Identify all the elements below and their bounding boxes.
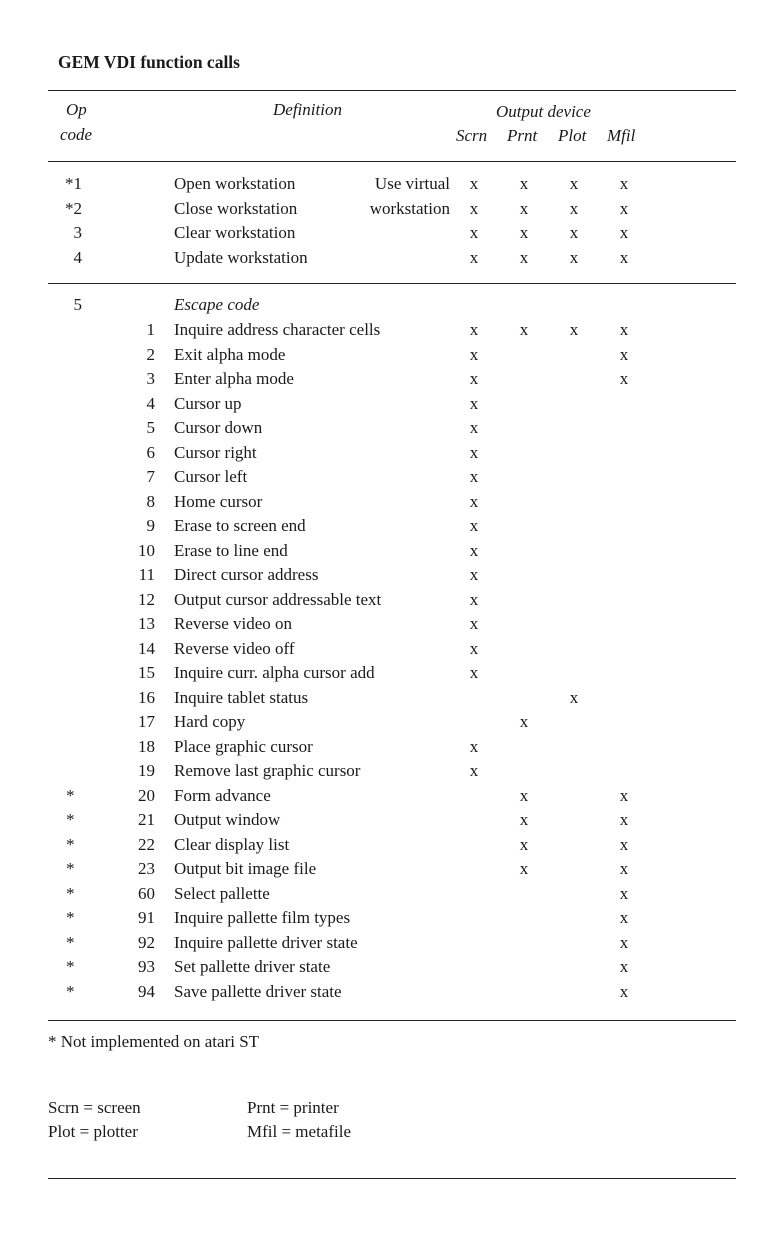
mark-scrn: x (469, 736, 479, 756)
function-name: Set pallette driver state (174, 957, 331, 976)
mark-mfil: x (619, 198, 629, 218)
function-name: Save pallette driver state (174, 981, 342, 1001)
sub-code: 15 (138, 663, 155, 682)
mark-scrn: x (469, 393, 479, 413)
table-row (0, 784, 759, 808)
function-name: Reverse video on (174, 614, 293, 633)
sub-code: 91 (138, 908, 155, 927)
mark-scrn: x (469, 638, 479, 658)
mark-prnt: x (519, 223, 529, 242)
op-header-line1: Op (66, 100, 87, 119)
function-name: Cursor left (174, 467, 248, 486)
header-bottom-rule (48, 161, 736, 162)
mark-prnt: x (519, 320, 529, 339)
table-row (0, 441, 759, 465)
function-name: Output cursor addressable text (174, 589, 382, 609)
table-row (0, 759, 759, 783)
mark-scrn: x (469, 565, 479, 584)
mark-scrn: x (469, 516, 479, 535)
table-row (0, 710, 759, 734)
sub-code: 22 (138, 834, 155, 854)
function-name: Cursor right (174, 442, 257, 462)
mark-plot: x (569, 223, 579, 242)
sub-code: 19 (138, 761, 155, 780)
escape-label: Escape code (174, 295, 260, 314)
not-implemented-star: * (66, 785, 75, 805)
mark-plot: x (569, 174, 579, 193)
sub-code: 21 (138, 810, 155, 829)
table-row (0, 882, 759, 906)
mark-scrn: x (469, 247, 479, 267)
mark-mfil: x (619, 810, 629, 829)
sub-code: 18 (138, 736, 155, 756)
sub-code: 11 (138, 565, 155, 584)
mark-mfil: x (619, 932, 629, 952)
table-row (0, 906, 759, 930)
function-name: Output bit image file (174, 859, 317, 878)
mark-prnt: x (519, 810, 529, 829)
table-bottom-rule (48, 1020, 736, 1021)
not-implemented-star: * (66, 834, 75, 854)
not-implemented-star: * (66, 908, 75, 927)
table-row (0, 318, 759, 342)
not-implemented-star: * (66, 810, 75, 829)
sub-code: 93 (138, 957, 155, 976)
table-row (0, 416, 759, 440)
sub-code: 16 (138, 687, 155, 707)
table-row (0, 661, 759, 685)
mark-mfil: x (619, 908, 629, 927)
mark-mfil: x (619, 981, 629, 1001)
function-name: Remove last graphic cursor (174, 761, 361, 780)
mark-scrn: x (469, 198, 479, 218)
function-name: Inquire tablet status (174, 687, 309, 707)
not-implemented-star: * (66, 932, 75, 952)
mark-prnt: x (519, 198, 529, 218)
legend-mfil: Mfil = metafile (247, 1122, 352, 1141)
mark-scrn: x (469, 663, 479, 682)
function-name: Form advance (174, 785, 271, 805)
mark-scrn: x (469, 614, 479, 633)
sub-code: 7 (146, 467, 155, 486)
mark-scrn: x (469, 344, 479, 364)
mark-scrn: x (469, 589, 479, 609)
sub-code: 13 (138, 614, 155, 633)
sub-code: 2 (146, 344, 155, 364)
mark-mfil: x (619, 369, 629, 388)
table-row (0, 980, 759, 1004)
op-code: 3 (73, 223, 82, 242)
function-name: Cursor up (174, 393, 242, 413)
mark-mfil: x (619, 834, 629, 854)
op-code: 4 (73, 247, 82, 267)
mark-scrn: x (469, 491, 479, 511)
function-name: Clear workstation (174, 223, 296, 242)
sub-code: 3 (146, 369, 155, 388)
mark-prnt: x (519, 174, 529, 193)
footnote: * Not implemented on atari ST (48, 1032, 260, 1051)
page-bottom-rule (48, 1178, 736, 1179)
table-row (0, 563, 759, 587)
virtual-note: Use virtual (374, 174, 450, 193)
function-name: Home cursor (174, 491, 263, 511)
legend-plot: Plot = plotter (48, 1122, 138, 1141)
mark-scrn: x (469, 223, 479, 242)
table-row (0, 637, 759, 661)
function-name: Exit alpha mode (174, 344, 286, 364)
sub-code: 1 (146, 320, 155, 339)
mark-scrn: x (469, 418, 479, 437)
table-row (0, 539, 759, 563)
device-header-plot: Plot (558, 126, 587, 145)
table-row (0, 808, 759, 832)
page-title: GEM VDI function calls (58, 52, 240, 72)
not-implemented-star: * (66, 981, 75, 1001)
mark-prnt: x (519, 785, 529, 805)
mark-scrn: x (469, 320, 479, 339)
function-name: Inquire address character cells (174, 320, 381, 339)
function-name: Clear display list (174, 834, 290, 854)
mark-mfil: x (619, 223, 629, 242)
table-row (0, 686, 759, 710)
mark-plot: x (569, 247, 579, 267)
table-row (0, 246, 759, 270)
mark-mfil: x (619, 957, 629, 976)
sub-code: 4 (146, 393, 155, 413)
mark-scrn: x (469, 540, 479, 560)
function-name: Inquire curr. alpha cursor add (174, 663, 375, 682)
device-header-scrn: Scrn (456, 126, 488, 145)
mark-plot: x (569, 687, 579, 707)
table-row (0, 392, 759, 416)
mark-scrn: x (469, 761, 479, 780)
legend-prnt: Prnt = printer (247, 1098, 339, 1117)
table-row (0, 833, 759, 857)
function-name: Select pallette (174, 883, 270, 903)
table-row (0, 343, 759, 367)
not-implemented-star: * (66, 957, 75, 976)
function-name: Update workstation (174, 247, 308, 267)
definition-header: Definition (273, 100, 342, 119)
device-header-prnt: Prnt (507, 126, 538, 145)
not-implemented-star: * (66, 883, 75, 903)
sub-code: 6 (146, 442, 155, 462)
mark-mfil: x (619, 247, 629, 267)
escape-row (0, 293, 759, 317)
function-name: Inquire pallette driver state (174, 932, 358, 952)
not-implemented-star: * (66, 859, 75, 878)
device-header-mfil: Mfil (607, 126, 636, 145)
op-code: *2 (65, 198, 82, 218)
mark-mfil: x (619, 344, 629, 364)
mark-prnt: x (519, 247, 529, 267)
table-row (0, 857, 759, 881)
table-row (0, 172, 759, 196)
mark-scrn: x (469, 369, 479, 388)
op-header-line2: code (60, 125, 93, 144)
legend-scrn: Scrn = screen (48, 1098, 141, 1117)
mark-mfil: x (619, 859, 629, 878)
mark-mfil: x (619, 785, 629, 805)
table-row (0, 465, 759, 489)
op-code: *1 (65, 174, 82, 193)
table-row (0, 955, 759, 979)
function-name: Inquire pallette film types (174, 908, 351, 927)
mark-prnt: x (519, 859, 529, 878)
table-row (0, 588, 759, 612)
mark-mfil: x (619, 320, 629, 339)
virtual-note: workstation (369, 198, 450, 218)
sub-code: 9 (146, 516, 155, 535)
function-name: Direct cursor address (174, 565, 319, 584)
table-row (0, 514, 759, 538)
mark-scrn: x (469, 467, 479, 486)
table-row (0, 735, 759, 759)
table-row (0, 221, 759, 245)
sub-code: 8 (146, 491, 155, 511)
escape-op-code: 5 (73, 295, 82, 314)
table-row (0, 931, 759, 955)
table-row (0, 197, 759, 221)
function-name: Erase to screen end (174, 516, 306, 535)
sub-code: 17 (138, 712, 155, 731)
output-device-header: Output device (496, 102, 591, 121)
function-name: Output window (174, 810, 281, 829)
table-row (0, 490, 759, 514)
function-name: Reverse video off (174, 638, 295, 658)
function-name: Open workstation (174, 174, 296, 193)
mark-scrn: x (469, 442, 479, 462)
function-name: Erase to line end (174, 540, 288, 560)
sub-code: 94 (138, 981, 155, 1001)
group-separator-rule (48, 283, 736, 284)
mark-mfil: x (619, 883, 629, 903)
sub-code: 23 (138, 859, 155, 878)
function-name: Hard copy (174, 712, 246, 731)
mark-prnt: x (519, 834, 529, 854)
sub-code: 10 (138, 540, 155, 560)
function-name: Enter alpha mode (174, 369, 294, 388)
function-name: Place graphic cursor (174, 736, 313, 756)
mark-scrn: x (469, 174, 479, 193)
sub-code: 60 (138, 883, 155, 903)
sub-code: 5 (146, 418, 155, 437)
mark-mfil: x (619, 174, 629, 193)
table-row (0, 612, 759, 636)
table-top-rule (48, 90, 736, 91)
mark-plot: x (569, 198, 579, 218)
sub-code: 12 (138, 589, 155, 609)
mark-prnt: x (519, 712, 529, 731)
sub-code: 92 (138, 932, 155, 952)
function-name: Close workstation (174, 198, 298, 218)
function-name: Cursor down (174, 418, 263, 437)
sub-code: 20 (138, 785, 155, 805)
table-row (0, 367, 759, 391)
sub-code: 14 (138, 638, 155, 658)
mark-plot: x (569, 320, 579, 339)
